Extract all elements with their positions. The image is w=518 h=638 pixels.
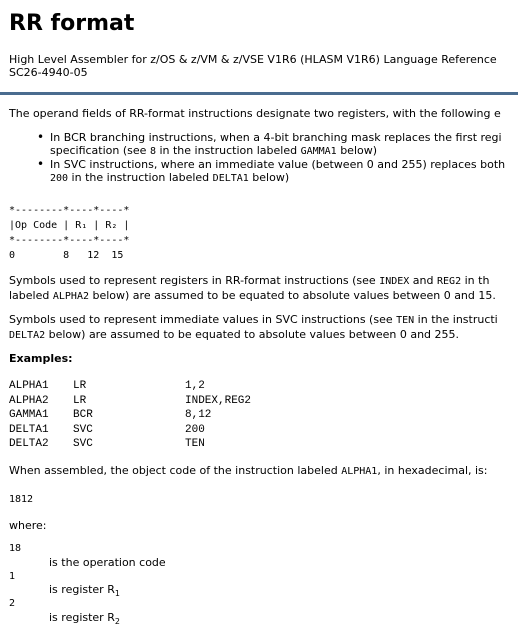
inline-code: TEN (396, 315, 415, 326)
bullet-text: in the instruction labeled (68, 171, 213, 184)
list-item (50, 158, 505, 185)
assembled-paragraph (9, 464, 488, 479)
example-operands: 8,12 (185, 409, 212, 421)
example-label: ALPHA1 (9, 380, 49, 392)
para-text: in th (461, 274, 490, 287)
definition-desc: is the operation code (49, 556, 166, 569)
bullet-text: In BCR branching instructions, when a 4-bit branching mask replaces the first regi (50, 131, 502, 144)
example-label: DELTA2 (9, 438, 49, 450)
diagram-bit-positions: 0 8 12 15 (9, 250, 124, 261)
immediate-paragraph (9, 313, 498, 343)
object-code: 1812 (9, 494, 34, 505)
para-text: below) are assumed to be equated to absolute values between 0 and 255. (45, 328, 460, 341)
inline-code: GAMMA1 (300, 146, 337, 157)
example-label: ALPHA2 (9, 394, 49, 407)
example-op: LR (73, 380, 87, 392)
register-subscript: 1 (114, 589, 120, 599)
register-subscript: 2 (114, 617, 120, 627)
definition-desc (49, 583, 120, 598)
bullet-text: In SVC instructions, where an immediate value (between 0 and 255) replaces both (50, 158, 506, 171)
para-text: When assembled, the object code of the instruction labeled (9, 464, 342, 477)
definition-term: 2 (9, 598, 16, 609)
diagram-fields: |Op Code | R₁ | R₂ | (9, 220, 130, 231)
definition-desc-text: is register R (49, 583, 115, 596)
definition-term: 18 (9, 543, 22, 554)
registers-paragraph (9, 274, 496, 304)
example-operands: INDEX,REG2 (185, 394, 252, 407)
inline-code: ALPHA2 (52, 291, 89, 302)
bullet-text: in the instruction labeled (155, 144, 301, 157)
para-text: and (409, 274, 438, 287)
bullet-text: specification (see (50, 144, 150, 157)
book-reference (9, 53, 497, 79)
example-operands: 1,2 (185, 380, 205, 392)
inline-code: DELTA2 (9, 330, 46, 341)
para-text: Symbols used to represent registers in RR-format instructions (see (9, 274, 380, 287)
bullet-list (9, 131, 505, 185)
inline-code: INDEX (379, 276, 410, 287)
list-item (50, 131, 505, 158)
example-label: GAMMA1 (9, 409, 49, 421)
inline-code: 200 (50, 173, 69, 184)
example-op: LR (73, 394, 87, 407)
inline-code: 8 (149, 146, 156, 157)
diagram-bottom-border: *--------*----*----* (9, 235, 130, 246)
inline-code: ALPHA1 (341, 466, 378, 477)
example-label: DELTA1 (9, 423, 49, 436)
definition-term: 1 (9, 571, 16, 582)
instruction-format-diagram (9, 203, 129, 263)
para-text: Symbols used to represent immediate values in SVC instructions (see (9, 313, 397, 326)
para-text: labeled (9, 289, 53, 302)
book-number: SC26-4940-05 (9, 66, 88, 79)
page-title: RR format (9, 11, 135, 36)
diagram-top-border: *--------*----*----* (9, 205, 130, 216)
para-text: in the instructi (414, 313, 498, 326)
example-op: SVC (73, 438, 93, 450)
examples-heading: Examples: (9, 352, 73, 365)
definition-desc-text: is register R (49, 611, 115, 624)
header-divider (0, 92, 518, 95)
example-operands: TEN (185, 438, 205, 450)
example-op: BCR (73, 409, 93, 421)
book-title: High Level Assembler for z/OS & z/VM & z/VSE V1R6 (HLASM V1R6) Language Reference (9, 53, 497, 66)
example-op: SVC (73, 423, 93, 436)
inline-code: REG2 (437, 276, 462, 287)
bullet-text: below) (336, 144, 378, 157)
para-text: below) are assumed to be equated to absolute values between 0 and 15. (88, 289, 496, 302)
where-label: where: (9, 519, 47, 532)
definition-desc (49, 611, 120, 626)
example-operands: 200 (185, 423, 205, 436)
inline-code: DELTA1 (212, 173, 249, 184)
bullet-text: below) (248, 171, 290, 184)
intro-paragraph: The operand fields of RR-format instructions designate two registers, with the following e (9, 107, 501, 120)
para-text: , in hexadecimal, is: (377, 464, 488, 477)
